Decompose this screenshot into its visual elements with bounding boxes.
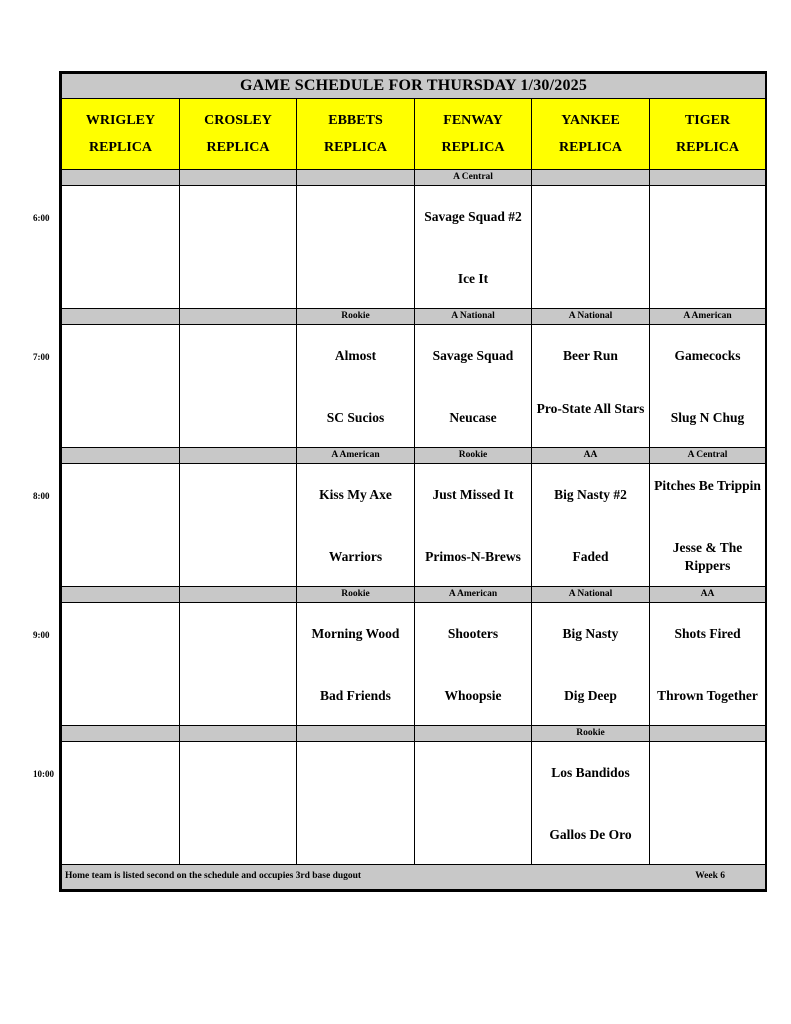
away-team: Los Bandidos <box>551 765 630 780</box>
time-slot-label: 8:00 <box>33 490 50 501</box>
game-row <box>62 325 766 448</box>
title-row <box>62 74 766 99</box>
time-slot-label: 7:00 <box>33 351 50 362</box>
schedule-table <box>61 73 766 890</box>
home-team: Whoopsie <box>444 688 502 703</box>
away-team: Shooters <box>447 626 499 641</box>
home-team: Faded <box>572 549 609 564</box>
venue-header <box>62 99 180 170</box>
venue-subtitle: REPLICA <box>88 140 152 155</box>
home-team: Warriors <box>328 549 383 564</box>
away-team: Pitches Be Trippin <box>654 478 761 493</box>
division-label <box>532 170 650 186</box>
footer-row <box>62 865 766 890</box>
game-cell <box>415 742 532 865</box>
venue-name: CROSLEY <box>204 113 272 128</box>
game-cell <box>532 742 650 865</box>
game-cell <box>180 742 297 865</box>
game-cell <box>415 186 532 309</box>
home-team: Gallos De Oro <box>549 827 632 842</box>
game-cell <box>62 186 180 309</box>
division-label <box>62 170 180 186</box>
game-cell <box>62 464 180 587</box>
game-cell <box>532 464 650 587</box>
away-team: Gamecocks <box>674 348 741 363</box>
division-label: Rookie <box>532 726 650 742</box>
division-row <box>62 726 766 742</box>
division-label <box>62 309 180 325</box>
division-row <box>62 587 766 603</box>
time-slot-label: 10:00 <box>33 768 54 779</box>
game-cell <box>415 603 532 726</box>
venue-header <box>532 99 650 170</box>
game-cell <box>297 464 415 587</box>
division-label <box>180 726 297 742</box>
division-label <box>62 448 180 464</box>
division-label <box>180 170 297 186</box>
venue-subtitle: REPLICA <box>441 140 505 155</box>
game-cell <box>297 186 415 309</box>
division-label <box>180 448 297 464</box>
division-label: Rookie <box>297 587 415 603</box>
game-cell <box>180 186 297 309</box>
division-label <box>297 170 415 186</box>
schedule-title: GAME SCHEDULE FOR THURSDAY 1/30/2025 <box>62 74 766 99</box>
division-label: A Central <box>650 448 766 464</box>
division-label <box>297 726 415 742</box>
game-row <box>62 186 766 309</box>
division-label <box>62 726 180 742</box>
away-team: Big Nasty #2 <box>554 487 627 502</box>
home-team: Neucase <box>449 410 497 425</box>
venue-header-row <box>62 99 766 170</box>
game-cell <box>532 186 650 309</box>
game-cell <box>532 603 650 726</box>
venue-subtitle: REPLICA <box>676 140 740 155</box>
away-team: Shots Fired <box>674 626 741 641</box>
division-row <box>62 309 766 325</box>
venue-header <box>650 99 766 170</box>
division-label <box>62 587 180 603</box>
game-cell <box>415 464 532 587</box>
venue-subtitle: REPLICA <box>206 140 270 155</box>
home-team: Primos-N-Brews <box>425 549 521 564</box>
home-team: Dig Deep <box>564 688 617 703</box>
game-cell <box>297 603 415 726</box>
venue-name: EBBETS <box>328 113 383 128</box>
away-team: Big Nasty <box>562 626 619 641</box>
division-label <box>650 170 766 186</box>
division-label: Rookie <box>415 448 532 464</box>
game-cell <box>650 603 766 726</box>
home-team: SC Sucios <box>326 410 385 425</box>
venue-name: TIGER <box>684 113 731 128</box>
home-team: Thrown Together <box>657 688 758 703</box>
away-team: Savage Squad <box>432 348 514 363</box>
venue-subtitle: REPLICA <box>323 140 387 155</box>
home-team: Slug N Chug <box>670 410 745 425</box>
game-cell <box>650 325 766 448</box>
game-cell <box>650 186 766 309</box>
game-cell <box>62 603 180 726</box>
division-row <box>62 448 766 464</box>
division-row <box>62 170 766 186</box>
home-team: Pro-State All Stars <box>536 401 645 416</box>
game-cell <box>180 603 297 726</box>
game-cell <box>62 325 180 448</box>
home-team: Ice It <box>457 271 489 286</box>
division-label: A National <box>532 309 650 325</box>
division-label: AA <box>650 587 766 603</box>
game-row <box>62 603 766 726</box>
venue-subtitle: REPLICA <box>558 140 622 155</box>
division-label: A American <box>297 448 415 464</box>
venue-header <box>415 99 532 170</box>
venue-header <box>297 99 415 170</box>
venue-name: FENWAY <box>443 113 503 128</box>
division-label: A American <box>650 309 766 325</box>
away-team: Savage Squad #2 <box>424 209 522 224</box>
away-team: Beer Run <box>563 348 618 363</box>
home-team: Jesse & The Rippers <box>672 540 743 573</box>
division-label: AA <box>532 448 650 464</box>
away-team: Almost <box>334 348 377 363</box>
game-cell <box>297 742 415 865</box>
division-label: A National <box>415 309 532 325</box>
home-team-note: Home team is listed second on the schedule and occupies 3rd base dugout <box>65 871 362 881</box>
game-row <box>62 742 766 865</box>
division-label: Rookie <box>297 309 415 325</box>
division-label <box>415 726 532 742</box>
time-slot-label: 9:00 <box>33 629 50 640</box>
away-team: Just Missed It <box>432 487 514 502</box>
division-label: A American <box>415 587 532 603</box>
division-label <box>180 587 297 603</box>
division-label <box>650 726 766 742</box>
division-label: A Central <box>415 170 532 186</box>
home-team: Bad Friends <box>320 688 391 703</box>
game-cell <box>415 325 532 448</box>
time-slot-label: 6:00 <box>33 212 50 223</box>
week-label: Week 6 <box>695 871 726 881</box>
away-team: Kiss My Axe <box>319 487 392 502</box>
division-label: A National <box>532 587 650 603</box>
game-cell <box>180 464 297 587</box>
game-cell <box>62 742 180 865</box>
venue-header <box>180 99 297 170</box>
game-cell <box>532 325 650 448</box>
venue-name: YANKEE <box>561 113 620 128</box>
game-cell <box>650 742 766 865</box>
schedule-sheet <box>59 71 767 892</box>
game-cell <box>180 325 297 448</box>
away-team: Morning Wood <box>311 626 400 641</box>
game-row <box>62 464 766 587</box>
division-label <box>180 309 297 325</box>
venue-name: WRIGLEY <box>85 113 156 128</box>
game-cell <box>650 464 766 587</box>
footer-cell <box>62 865 766 890</box>
game-cell <box>297 325 415 448</box>
